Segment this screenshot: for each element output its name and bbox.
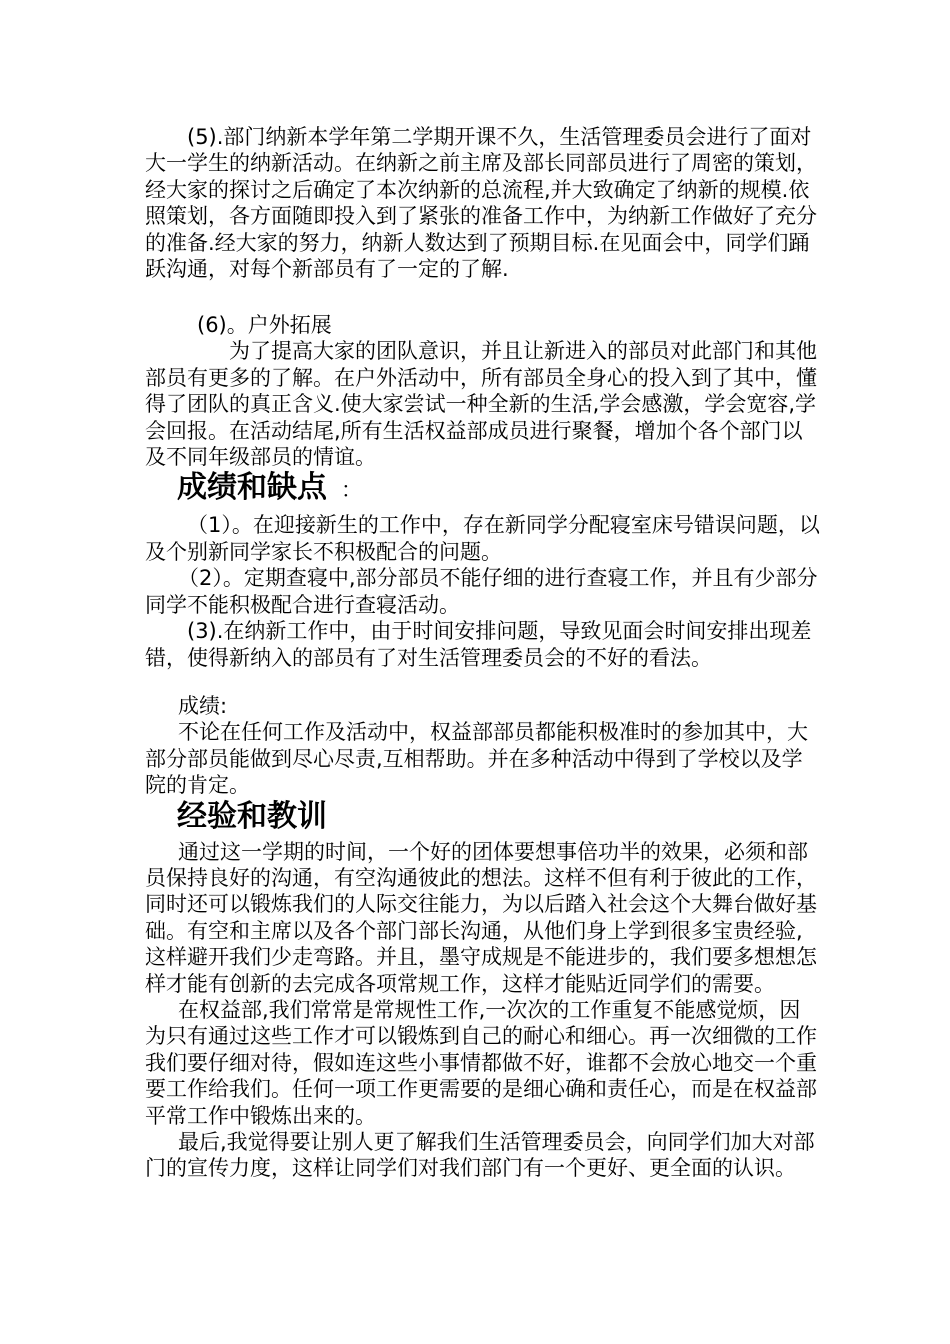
- paragraph-experience-1: 通过这一学期的时间，一个好的团体要想事倍功半的效果，必须和部员保持良好的沟通，有空沟通彼此的想法。这样不但有利于彼此的工作，同时还可以锻炼我们的人际交往能力，为以后踏入社会这个大舞台做好基础。有空和主席以及各个部门部长沟通，从他们身上学到很多宝贵经验,这样避开我们少走弯路。并且，墨守成规是不能进步的，我们要多想想怎样才能有创新的去完成各项常规工作，这样才能贴近同学们的需要。: [145, 839, 817, 996]
- label-achievements: 成绩:: [178, 693, 228, 718]
- paragraph-achievements: 不论在任何工作及活动中，权益部部员都能积极准时的参加其中，大部分部员能做到尽心尽责,互相帮助。并在多种活动中得到了学校以及学院的肯定。: [145, 720, 808, 798]
- paragraph-experience-2: 在权益部,我们常常是常规性工作,一次次的工作重复不能感觉烦，因为只有通过这些工作才可以锻炼到自己的耐心和细心。再一次细微的工作我们要仔细对待，假如连这些小事情都做不好，谁都不会放心地交一个重要工作给我们。任何一项工作更需要的是细心确和责任心，而是在权益部平常工作中锻炼出来的。: [145, 997, 817, 1128]
- document-page: [145, 124, 821, 1182]
- heading-colon: ：: [341, 478, 362, 503]
- shortcoming-item-2: （2）。定期查寝中,部分部员不能仔细的进行查寝工作，并且有少部分同学不能积极配合进行查寝活动。: [145, 566, 818, 617]
- shortcoming-item-1: （1）。在迎接新生的工作中，存在新同学分配寝室床号错误问题，以及个别新同学家长不积极配合的问题。: [145, 513, 820, 564]
- heading-achievements-shortcomings: [145, 470, 821, 508]
- paragraph-experience-3: 最后,我觉得要让别人更了解我们生活管理委员会，向同学们加大对部门的宣传力度，这样让同学们对我们部门有一个更好、更全面的认识。: [145, 1130, 815, 1181]
- heading-text: 成绩和缺点: [177, 470, 327, 506]
- paragraph-recruitment: (5).部门纳新本学年第二学期开课不久，生活管理委员会进行了面对大一学生的纳新活动。在纳新之前主席及部长同部员进行了周密的策划，经大家的探讨之后确定了本次纳新的总流程,并大致确定了纳新的规模.依照策划，各方面随即投入到了紧张的准备工作中，为纳新工作做好了充分的准备.经大家的努力，纳新人数达到了预期目标.在见面会中，同学们踊跃沟通，对每个新部员有了一定的了解.: [145, 125, 817, 282]
- shortcoming-item-3: (3).在纳新工作中，由于时间安排问题，导致见面会时间安排出现差错，使得新纳入的部员有了对生活管理委员会的不好的看法。: [145, 619, 812, 670]
- label-outdoor-expansion: (6)。户外拓展: [197, 313, 332, 338]
- paragraph-outdoor-expansion: 为了提高大家的团队意识，并且让新进入的部员对此部门和其他部员有更多的了解。在户外活动中，所有部员全身心的投入到了其中，懂得了团队的真正含义.使大家尝试一种全新的生活,学会感激，学会宽容,学会回报。在活动结尾,所有生活权益部成员进行聚餐，增加个各个部门以及不同年级部员的情谊。: [145, 339, 817, 470]
- spacer: [145, 671, 821, 693]
- spacer: [145, 282, 821, 312]
- heading-experience-lessons: 经验和教训: [177, 798, 327, 834]
